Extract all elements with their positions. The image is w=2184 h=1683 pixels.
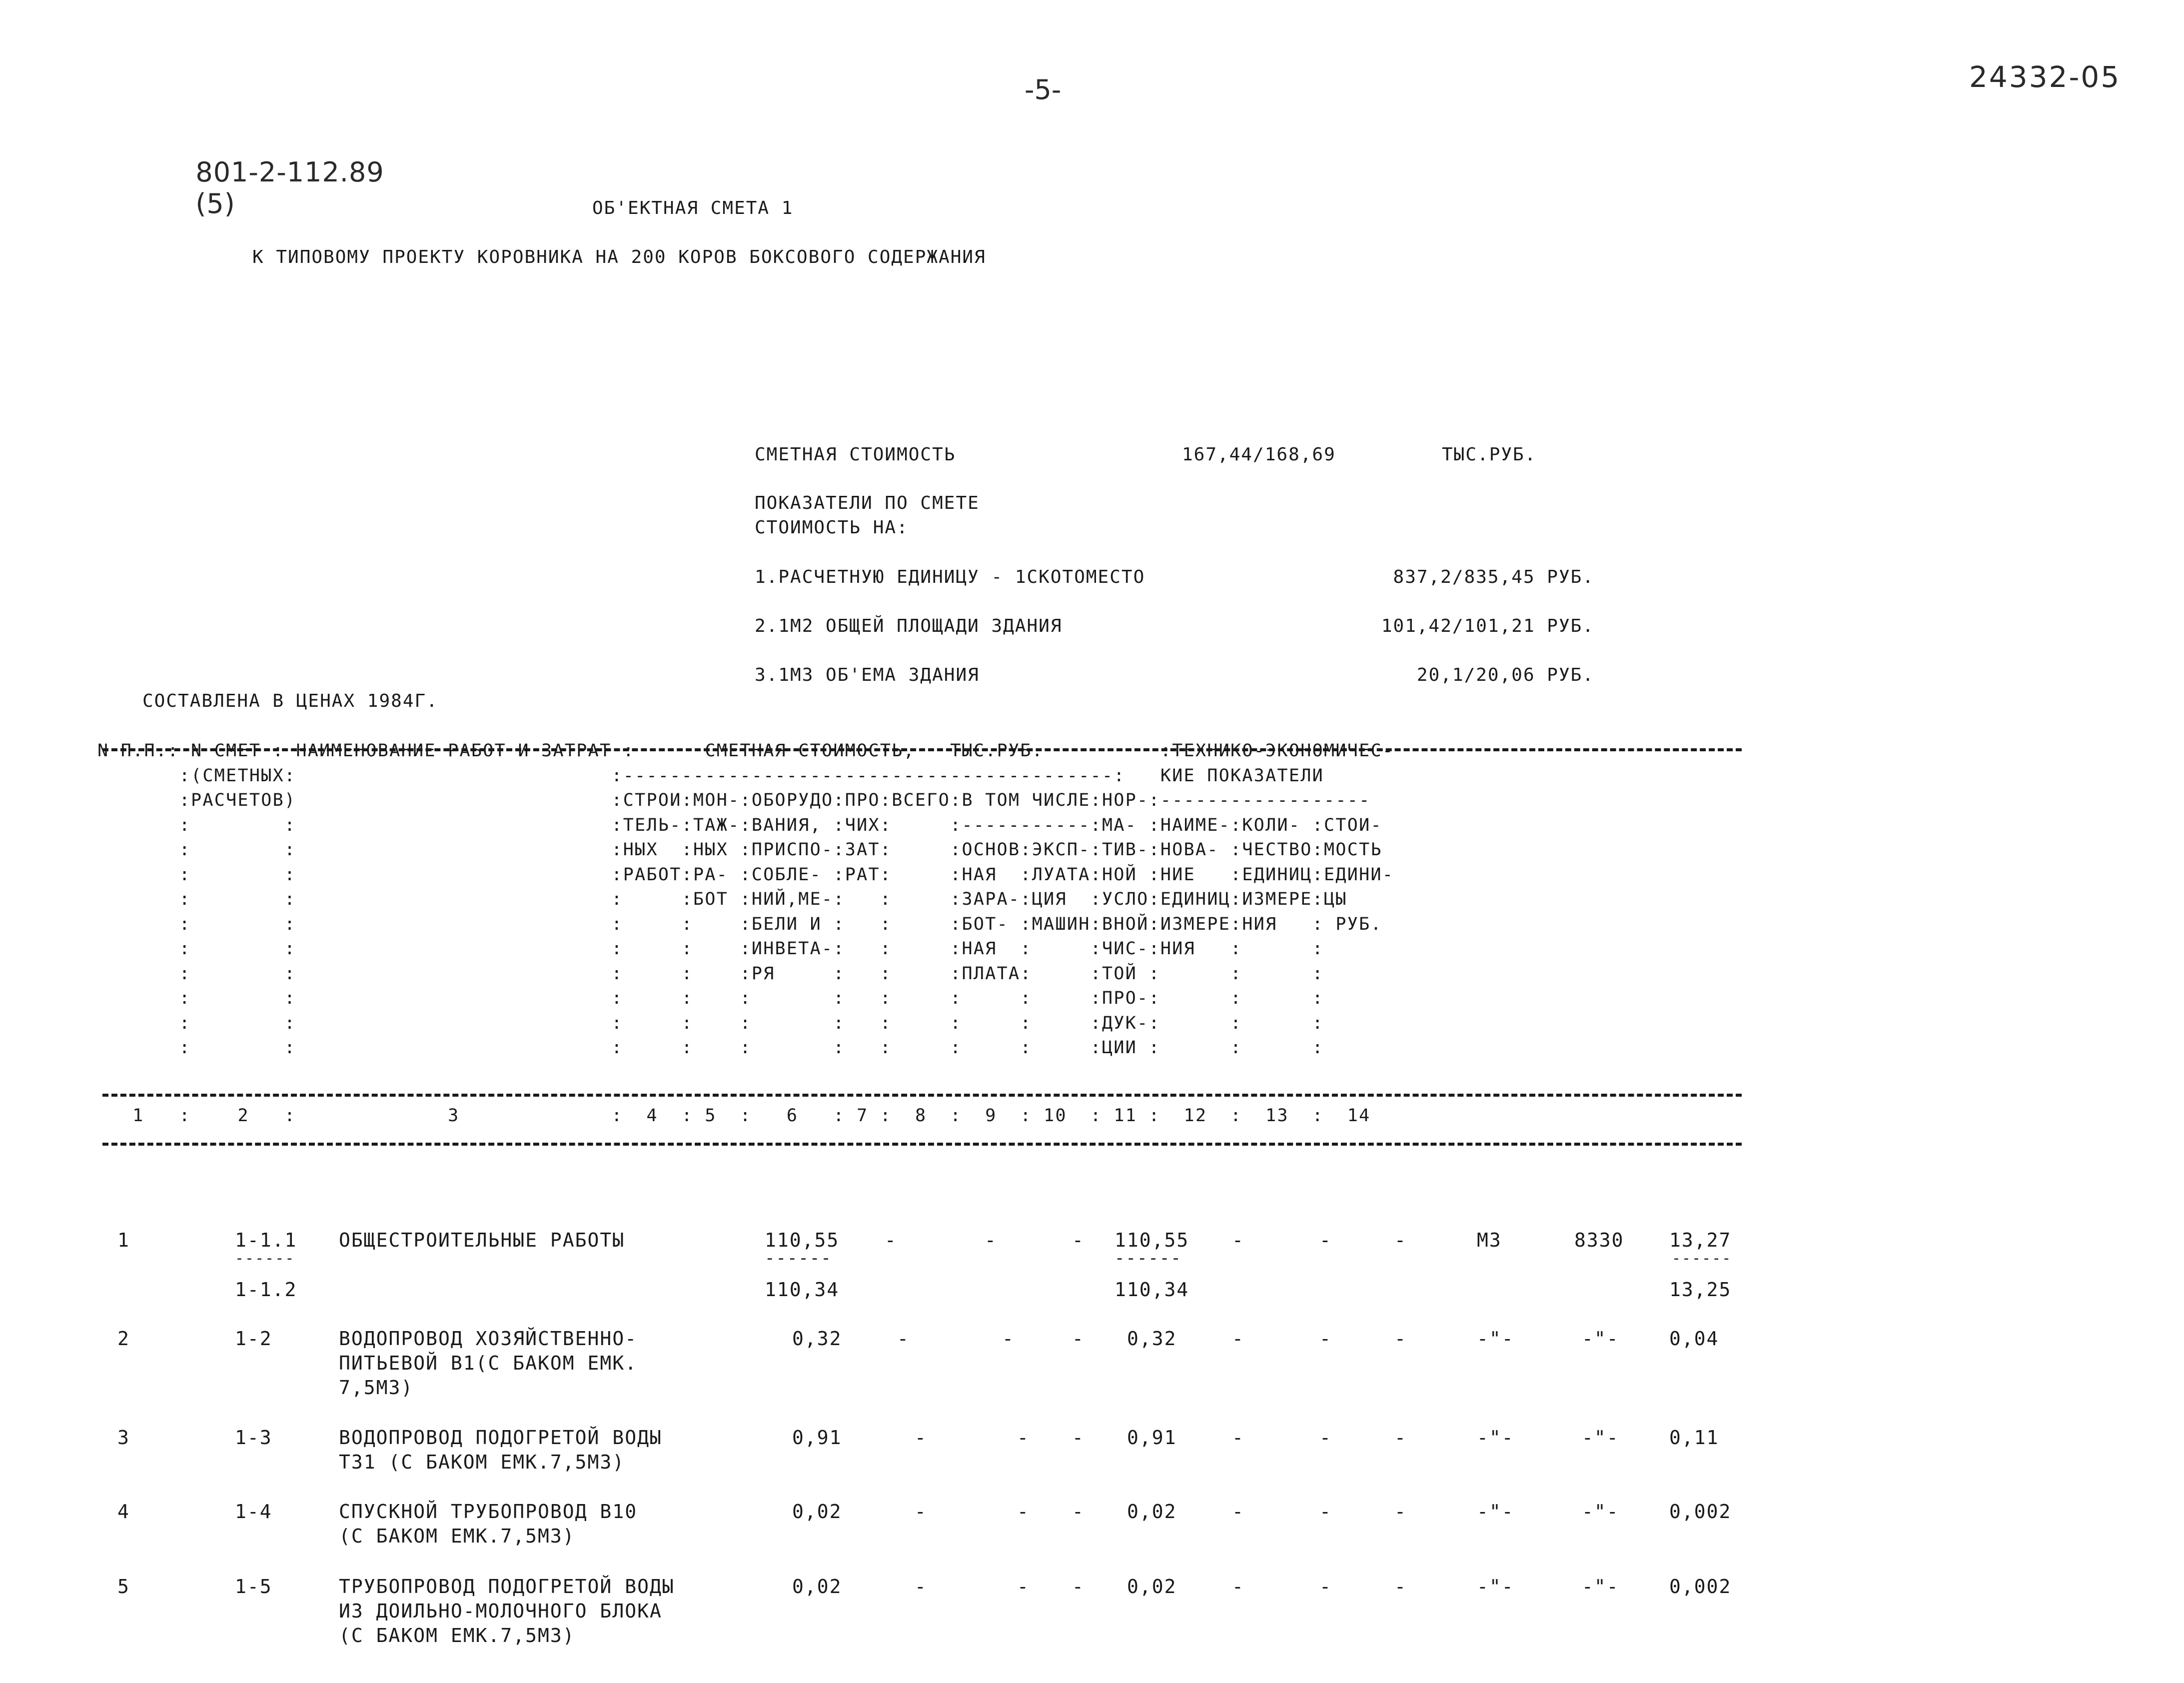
installation-cost: - — [915, 1427, 927, 1449]
indicators-heading: ПОКАЗАТЕЛИ ПО СМЕТЕ — [755, 493, 980, 513]
unit-name: -"- — [1477, 1427, 1514, 1449]
total-cost-dash: ------ — [1114, 1248, 1182, 1268]
work-name: ОБЩЕСТРОИТЕЛЬНЫЕ РАБОТЫ — [339, 1229, 625, 1251]
equipment-cost: - — [1017, 1427, 1030, 1449]
document-title: ОБ'ЕКТНАЯ СМЕТА 1 — [592, 198, 794, 218]
unit-name: М3 — [1477, 1229, 1502, 1251]
wages: - — [1232, 1328, 1244, 1350]
equipment-cost: - — [985, 1229, 997, 1251]
row-number: 2 — [117, 1328, 130, 1350]
header-bottom-rule — [102, 1094, 1742, 1097]
wages: - — [1232, 1427, 1244, 1449]
installation-cost: - — [915, 1576, 927, 1598]
other-cost: - — [1072, 1328, 1085, 1350]
total-cost: 0,91 — [1127, 1427, 1177, 1449]
cost-unit: ТЫС.РУБ. — [1442, 444, 1537, 465]
work-name: СПУСКНОЙ ТРУБОПРОВОД В10 (С БАКОМ ЕМК.7,5М3) — [339, 1501, 638, 1547]
unit-cost: 0,002 — [1669, 1501, 1732, 1523]
machine-operation: - — [1319, 1427, 1332, 1449]
machine-operation: - — [1319, 1576, 1332, 1598]
equipment-cost: - — [1017, 1576, 1030, 1598]
project-code-suffix: (5) — [195, 188, 235, 219]
unit-quantity: -"- — [1582, 1501, 1619, 1523]
cost-label: СМЕТНАЯ СТОИМОСТЬ — [755, 444, 956, 465]
estimate-number: 1-2 — [235, 1328, 272, 1350]
column-numbers: 1 : 2 : 3 : 4 : 5 : 6 : 7 : 8 : 9 : 10 : 11 : 12 : 13 : 14 — [97, 1106, 1371, 1126]
unit-name: -"- — [1477, 1501, 1514, 1523]
construction-cost-alt: 110,34 — [765, 1279, 840, 1301]
estimate-dash: ------ — [235, 1250, 295, 1267]
unit-cost-alt: 13,25 — [1669, 1279, 1732, 1301]
estimate-number: 1-1.1 — [235, 1229, 297, 1251]
construction-cost: 0,02 — [792, 1501, 842, 1523]
indicator-label: 2.1М2 ОБЩЕЙ ПЛОЩАДИ ЗДАНИЯ — [755, 616, 1063, 636]
other-cost: - — [1072, 1427, 1085, 1449]
estimate-number: 1-1.2 — [235, 1279, 297, 1301]
total-cost-alt: 110,34 — [1114, 1279, 1189, 1301]
total-cost: 0,32 — [1127, 1328, 1177, 1350]
wages: - — [1232, 1576, 1244, 1598]
document-subtitle: К ТИПОВОМУ ПРОЕКТУ КОРОВНИКА НА 200 КОРОВ БОКСОВОГО СОДЕРЖАНИЯ — [252, 247, 986, 267]
cost-value: 167,44/168,69 — [1182, 444, 1336, 465]
unit-quantity: -"- — [1582, 1427, 1619, 1449]
total-cost: 0,02 — [1127, 1501, 1177, 1523]
indicators-subheading: СТОИМОСТЬ НА: — [755, 517, 909, 538]
project-code — [177, 125, 384, 219]
column-numbers-rule — [102, 1143, 1742, 1146]
unit-name: -"- — [1477, 1328, 1514, 1350]
construction-cost: 110,55 — [765, 1229, 840, 1251]
machine-operation: - — [1319, 1328, 1332, 1350]
unit-name: -"- — [1477, 1576, 1514, 1598]
table-header: N П.П.: N СМЕТ : НАИМЕНОВАНИЕ РАБОТ И ЗАТРАТ : СМЕТНАЯ СТОИМОСТЬ, ТЫС.РУБ. :ТЕХНИКО-ЭКОНОМИЧЕС- :(СМЕТНЫХ: :------------------------------------------: КИЕ ПОКАЗАТЕЛИ :РАСЧЕТОВ) :СТРОИ:МОН-:ОБОРУДО:ПРО:ВСЕГО:В ТОМ ЧИСЛЕ:НОР-:------------------ : : :ТЕЛЬ-:ТАЖ-:ВАНИЯ, :ЧИХ: :-----------:МА- :НАИМЕ-:КОЛИ- :СТОИ- : : :НЫХ :НЫХ :ПРИСПО-:ЗАТ: :ОСНОВ:ЭКСП-:ТИВ-:НОВА- :ЧЕСТВО:МОСТЬ : : :РАБОТ:РА- :СОБЛЕ- :РАТ: :НАЯ :ЛУАТА:НОЙ :НИЕ :ЕДИНИЦ:ЕДИНИ- : : : :БОТ :НИЙ,МЕ-: : :ЗАРА-:ЦИЯ :УСЛО:ЕДИНИЦ:ИЗМЕРЕ:ЦЫ : : : : :БЕЛИ И : : :БОТ- :МАШИН:ВНОЙ:ИЗМЕРЕ:НИЯ : РУБ. : : : : :ИНВЕТА-: : :НАЯ : :ЧИС-:НИЯ : : : : : : :РЯ : : :ПЛАТА: :ТОЙ : : : : : : : : : : : : :ПРО-: : : : : : : : : : : : :ДУК-: : : : : : : : : : : : :ЦИИ : : : — [97, 741, 1394, 1058]
prices-note: СОСТАВЛЕНА В ЦЕНАХ 1984Г. — [142, 691, 438, 711]
machine-operation: - — [1319, 1501, 1332, 1523]
installation-cost: - — [897, 1328, 910, 1350]
other-cost: - — [1072, 1501, 1085, 1523]
unit-cost: 0,002 — [1669, 1576, 1732, 1598]
machine-operation: - — [1319, 1229, 1332, 1251]
installation-cost: - — [885, 1229, 897, 1251]
normative-cost: - — [1394, 1229, 1407, 1251]
normative-cost: - — [1394, 1427, 1407, 1449]
unit-quantity: 8330 — [1574, 1229, 1624, 1251]
indicator-label: 3.1М3 ОБ'ЕМА ЗДАНИЯ — [755, 665, 980, 685]
construction-cost: 0,91 — [792, 1427, 842, 1449]
normative-cost: - — [1394, 1328, 1407, 1350]
other-cost: - — [1072, 1229, 1085, 1251]
estimate-number: 1-5 — [235, 1576, 272, 1598]
unit-cost-dash: ------ — [1672, 1250, 1732, 1267]
other-cost: - — [1072, 1576, 1085, 1598]
construction-cost: 0,32 — [792, 1328, 842, 1350]
construction-cost: 0,02 — [792, 1576, 842, 1598]
estimate-number: 1-3 — [235, 1427, 272, 1449]
work-name: ВОДОПРОВОД ХОЗЯЙСТВЕННО- ПИТЬЕВОЙ В1(С БАКОМ ЕМК. 7,5М3) — [339, 1328, 638, 1399]
total-cost: 110,55 — [1114, 1229, 1189, 1251]
wages: - — [1232, 1229, 1244, 1251]
installation-cost: - — [915, 1501, 927, 1523]
unit-quantity: -"- — [1582, 1328, 1619, 1350]
estimate-number: 1-4 — [235, 1501, 272, 1523]
unit-cost: 0,11 — [1669, 1427, 1719, 1449]
row-number: 5 — [117, 1576, 130, 1598]
construction-cost-dash: ------ — [765, 1248, 832, 1268]
indicator-value: 837,2/835,45 РУБ. — [1393, 567, 1594, 587]
work-name: ТРУБОПРОВОД ПОДОГРЕТОЙ ВОДЫ ИЗ ДОИЛЬНО-МОЛОЧНОГО БЛОКА (С БАКОМ ЕМК.7,5М3) — [339, 1576, 675, 1647]
unit-cost: 0,04 — [1669, 1328, 1719, 1350]
normative-cost: - — [1394, 1576, 1407, 1598]
row-number: 1 — [117, 1229, 130, 1251]
row-number: 4 — [117, 1501, 130, 1523]
page-number: -5- — [1025, 74, 1062, 105]
total-cost: 0,02 — [1127, 1576, 1177, 1598]
normative-cost: - — [1394, 1501, 1407, 1523]
row-number: 3 — [117, 1427, 130, 1449]
wages: - — [1232, 1501, 1244, 1523]
indicator-value: 20,1/20,06 РУБ. — [1416, 665, 1594, 685]
equipment-cost: - — [1002, 1328, 1015, 1350]
equipment-cost: - — [1017, 1501, 1030, 1523]
unit-cost: 13,27 — [1669, 1229, 1732, 1251]
indicator-value: 101,42/101,21 РУБ. — [1381, 616, 1594, 636]
indicator-label: 1.РАСЧЕТНУЮ ЕДИНИЦУ - 1СКОТОМЕСТО — [755, 567, 1145, 587]
unit-quantity: -"- — [1582, 1576, 1619, 1598]
work-name: ВОДОПРОВОД ПОДОГРЕТОЙ ВОДЫ Т31 (С БАКОМ ЕМК.7,5М3) — [339, 1427, 662, 1473]
archive-number: 24332-05 — [1969, 60, 2121, 94]
project-code-number: 801-2-112.89 — [195, 156, 384, 188]
